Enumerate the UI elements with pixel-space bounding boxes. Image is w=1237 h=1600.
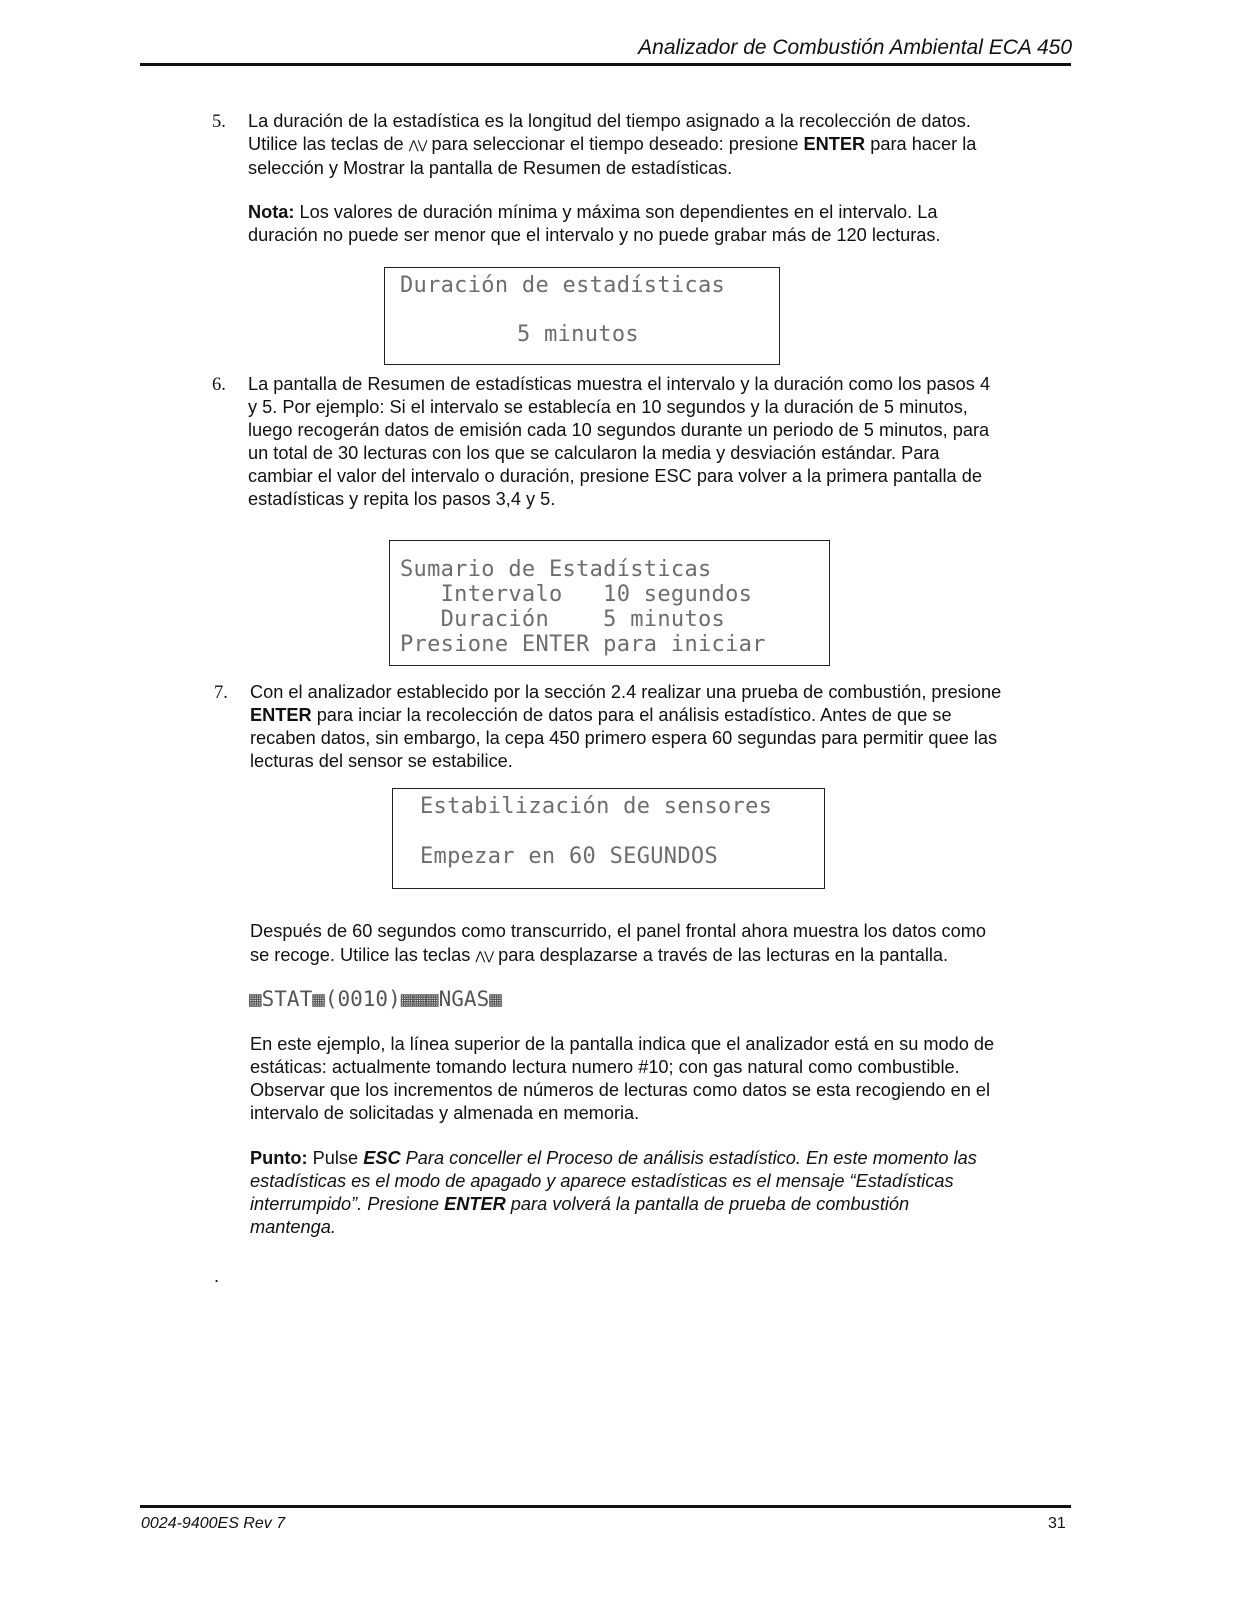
step6-paragraph [248,373,1088,511]
text-span: interrumpido”. Presione [250,1194,445,1214]
header-rule [140,63,1071,66]
text-line [250,1193,1090,1216]
enter-key-label: ENTER [250,705,312,725]
text-span: Los valores de duración mínima y máxima son dependientes en el intervalo. La [294,202,938,222]
text-line: luego recogerán datos de emisión cada 10 segundos durante un periodo de 5 minutos, para [248,420,990,440]
lcd-line: Intervalo 10 segundos [400,582,753,607]
text-line: Observar que los incrementos de números de lecturas como datos se esta recogiendo en el [250,1080,991,1100]
note-label: Nota: [248,202,295,222]
text-line: cambiar el valor del intervalo o duración, presione ESC para volver a la primera pantalla de [248,466,982,486]
lcd-line: Duración 5 minutos [400,607,726,632]
text-line: estadísticas y repita los pasos 3,4 y 5. [248,489,556,509]
lcd-line: Empezar en 60 SEGUNDOS [420,844,718,869]
stray-dot: . [214,1266,220,1286]
text-line: Con el analizador establecido por la sección 2.4 realizar una prueba de combustión, presione [250,682,1002,702]
lcd-line: Estabilización de sensores [420,794,773,819]
lcd-line: Presione ENTER para iniciar [400,632,766,657]
note-paragraph [248,201,1078,247]
header-title: Analizador de Combustión Ambiental ECA 450 [638,36,1072,59]
text-line: estáticas: actualmente tomando lectura numero #10; con gas natural como combustible. [250,1057,960,1077]
lcd-stabilization-screen [392,788,825,889]
enter-key-label: ENTER [444,1194,506,1214]
text-span: estadísticas es el modo de apagado y aparece estadísticas es el mensaje “Estadísticas [250,1171,954,1191]
text-line: selección y Mostrar la pantalla de Resumen de estadísticas. [248,158,733,178]
text-span: Utilice las teclas de [248,134,409,154]
footer-doc-id: 0024-9400ES Rev 7 [141,1515,286,1532]
text-line: y 5. Por ejemplo: Si el intervalo se establecía en 10 segundos y la duración de 5 minutos, [248,397,968,417]
after-paragraph [250,919,1090,968]
text-line [250,704,1090,727]
up-down-keys-icon: ⋀⋁ [475,949,494,963]
esc-key-label: ESC [363,1148,401,1168]
lcd-summary-screen [389,540,830,666]
lcd-line: Sumario de Estadísticas [400,557,712,582]
text-line [248,201,1078,224]
text-line: un total de 30 lecturas con los que se calcularon la media y desviación estándar. Para [248,443,940,463]
text-span: mantenga. [250,1217,336,1237]
text-span: Pulse [307,1148,364,1168]
text-line [250,1170,1090,1193]
text-line [250,1216,1090,1239]
step-number: 7. [214,683,228,703]
tip-paragraph [250,1147,1090,1239]
text-line: En este ejemplo, la línea superior de la pantalla indica que el analizador está en su modo de [250,1034,995,1054]
text-line: recaben datos, sin embargo, la cepa 450 primero espera 60 segundas para permitir quee las [250,728,998,748]
lcd-line: 5 minutos [517,322,639,347]
up-down-keys-icon: ⋀⋁ [408,138,427,152]
text-span: para seleccionar el tiempo deseado: presione [426,134,804,154]
text-span: Para conceller el Proceso de análisis estadístico. En este momento las [400,1148,977,1168]
enter-key-label: ENTER [803,134,866,154]
text-span: para volverá la pantalla de prueba de combustión [505,1194,910,1214]
text-line: Después de 60 segundos como transcurrido, el panel frontal ahora muestra los datos como [250,921,986,941]
text-line [250,943,1090,968]
text-line [250,1147,1090,1170]
text-span: para inciar la recolección de datos para el análisis estadístico. Antes de que se [311,705,952,725]
text-span: se recoge. Utilice las teclas [250,945,476,965]
step5-paragraph [248,110,1078,180]
page-number: 31 [1048,1515,1066,1532]
text-line [248,133,1078,157]
lcd-status-line: ▦STAT▦(0010)▦▦▦NGAS▦ [249,987,502,1011]
lcd-duration-screen [384,267,780,365]
step-number: 6. [212,375,226,395]
text-line: lecturas del sensor se estabilice. [250,751,513,771]
footer-rule [140,1505,1071,1508]
lcd-line: Duración de estadísticas [400,273,726,298]
text-line: duración no puede ser menor que el intervalo y no puede grabar más de 120 lecturas. [248,225,941,245]
example-paragraph [250,1033,1090,1125]
text-line: La pantalla de Resumen de estadísticas muestra el intervalo y la duración como los pasos 4 [248,374,991,394]
tip-label: Punto: [250,1148,308,1168]
text-line: La duración de la estadística es la longitud del tiempo asignado a la recolección de datos. [248,111,971,131]
step-number: 5. [212,112,226,132]
step7-paragraph [250,681,1090,773]
text-span: para hacer la [865,134,977,154]
text-span: para desplazarse a través de las lecturas en la pantalla. [493,945,949,965]
text-line: intervalo de solicitadas y almenada en memoria. [250,1103,640,1123]
